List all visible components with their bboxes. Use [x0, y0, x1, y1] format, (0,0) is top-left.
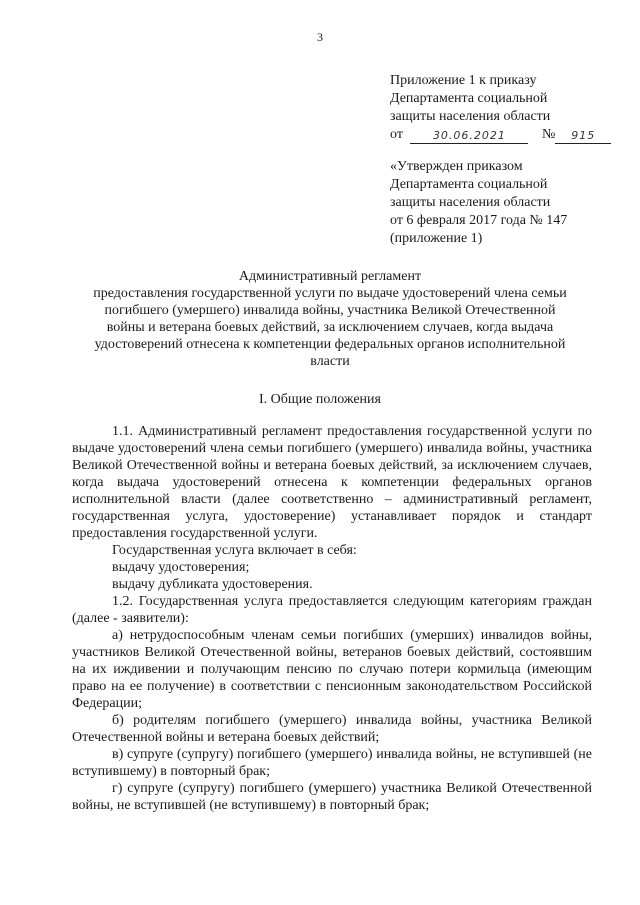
appendix-line-3: защиты населения области: [390, 109, 551, 124]
paragraph-item-a: а) нетрудоспособным членам семьи погибших (умерших) инвалидов войны, участников Великой Отечественной войны, ветеранов боевых действий, состоявшим на их иждивении и получающим пенсию по случаю потери кормильца (имеющим право на ее получение) в соответствии с пенсионным законодательством Российской Федерации;: [72, 628, 592, 711]
from-label: от: [390, 127, 403, 142]
approved-line-3: защиты населения области: [390, 195, 551, 210]
title-line-3: погибшего (умершего) инвалида войны, участника Великой Отечественной: [104, 303, 556, 318]
paragraph-item-v: в) супруге (супругу) погибшего (умершего) инвалида войны, не вступившей (не вступившему) в повторный брак;: [72, 747, 592, 779]
paragraph-service-includes: Государственная услуга включает в себя:: [112, 543, 357, 558]
appendix-date-row: [390, 126, 620, 144]
title-line-4: войны и ветерана боевых действий, за исключением случаев, когда выдача: [106, 320, 554, 335]
section-heading: I. Общие положения: [259, 392, 381, 407]
title-line-2: предоставления государственной услуги по выдаче удостоверений члена семьи: [93, 286, 567, 301]
handwritten-date: 30.06.2021: [432, 129, 506, 142]
title-line-5: удостоверений отнесена к компетенции федеральных органов исполнительной: [94, 337, 566, 352]
page-number: 3: [317, 30, 323, 44]
approved-line-5: (приложение 1): [390, 231, 483, 246]
title-line-6: власти: [310, 354, 350, 369]
appendix-line-1: Приложение 1 к приказу: [390, 73, 537, 88]
paragraph-item-b: б) родителям погибшего (умершего) инвалида войны, участника Великой Отечественной войны и ветерана боевых действий;: [72, 713, 592, 745]
appendix-block: [390, 72, 620, 144]
date-field: [410, 127, 528, 144]
number-label: №: [541, 127, 556, 142]
paragraph-item-g: г) супруге (супругу) погибшего (умершего) участника Великой Отечественной войны, не вступившей (не вступившему) в повторный брак;: [72, 781, 592, 813]
paragraph-issue-certificate: выдачу удостоверения;: [112, 560, 250, 575]
document-title: [60, 268, 600, 370]
handwritten-number: 915: [571, 129, 596, 142]
approved-line-2: Департамента социальной: [390, 177, 548, 192]
paragraph-1-1: 1.1. Административный регламент предоставления государственной услуги по выдаче удостоверений члена семьи погибшего (умершего) инвалида войны, участника Великой Отечественной войны и ветерана боевых действий, за исключением случаев, когда выдача удостоверений отнесена к компетенции федеральных органов исполнительной власти (далее соответственно – административный регламент, государственная услуга, удостоверение) устанавливает порядок и стандарт предоставления государственной услуги.: [72, 424, 592, 541]
approved-block: [390, 158, 620, 248]
paragraph-issue-duplicate: выдачу дубликата удостоверения.: [112, 577, 313, 592]
document-body: [72, 423, 592, 814]
appendix-line-2: Департамента социальной: [390, 91, 548, 106]
paragraph-1-2: 1.2. Государственная услуга предоставляется следующим категориям граждан (далее - заявители):: [72, 594, 592, 626]
number-field: [555, 127, 611, 144]
approved-line-4: от 6 февраля 2017 года № 147: [390, 213, 568, 228]
title-line-1: Административный регламент: [238, 269, 422, 284]
approved-line-1: «Утвержден приказом: [390, 159, 523, 174]
